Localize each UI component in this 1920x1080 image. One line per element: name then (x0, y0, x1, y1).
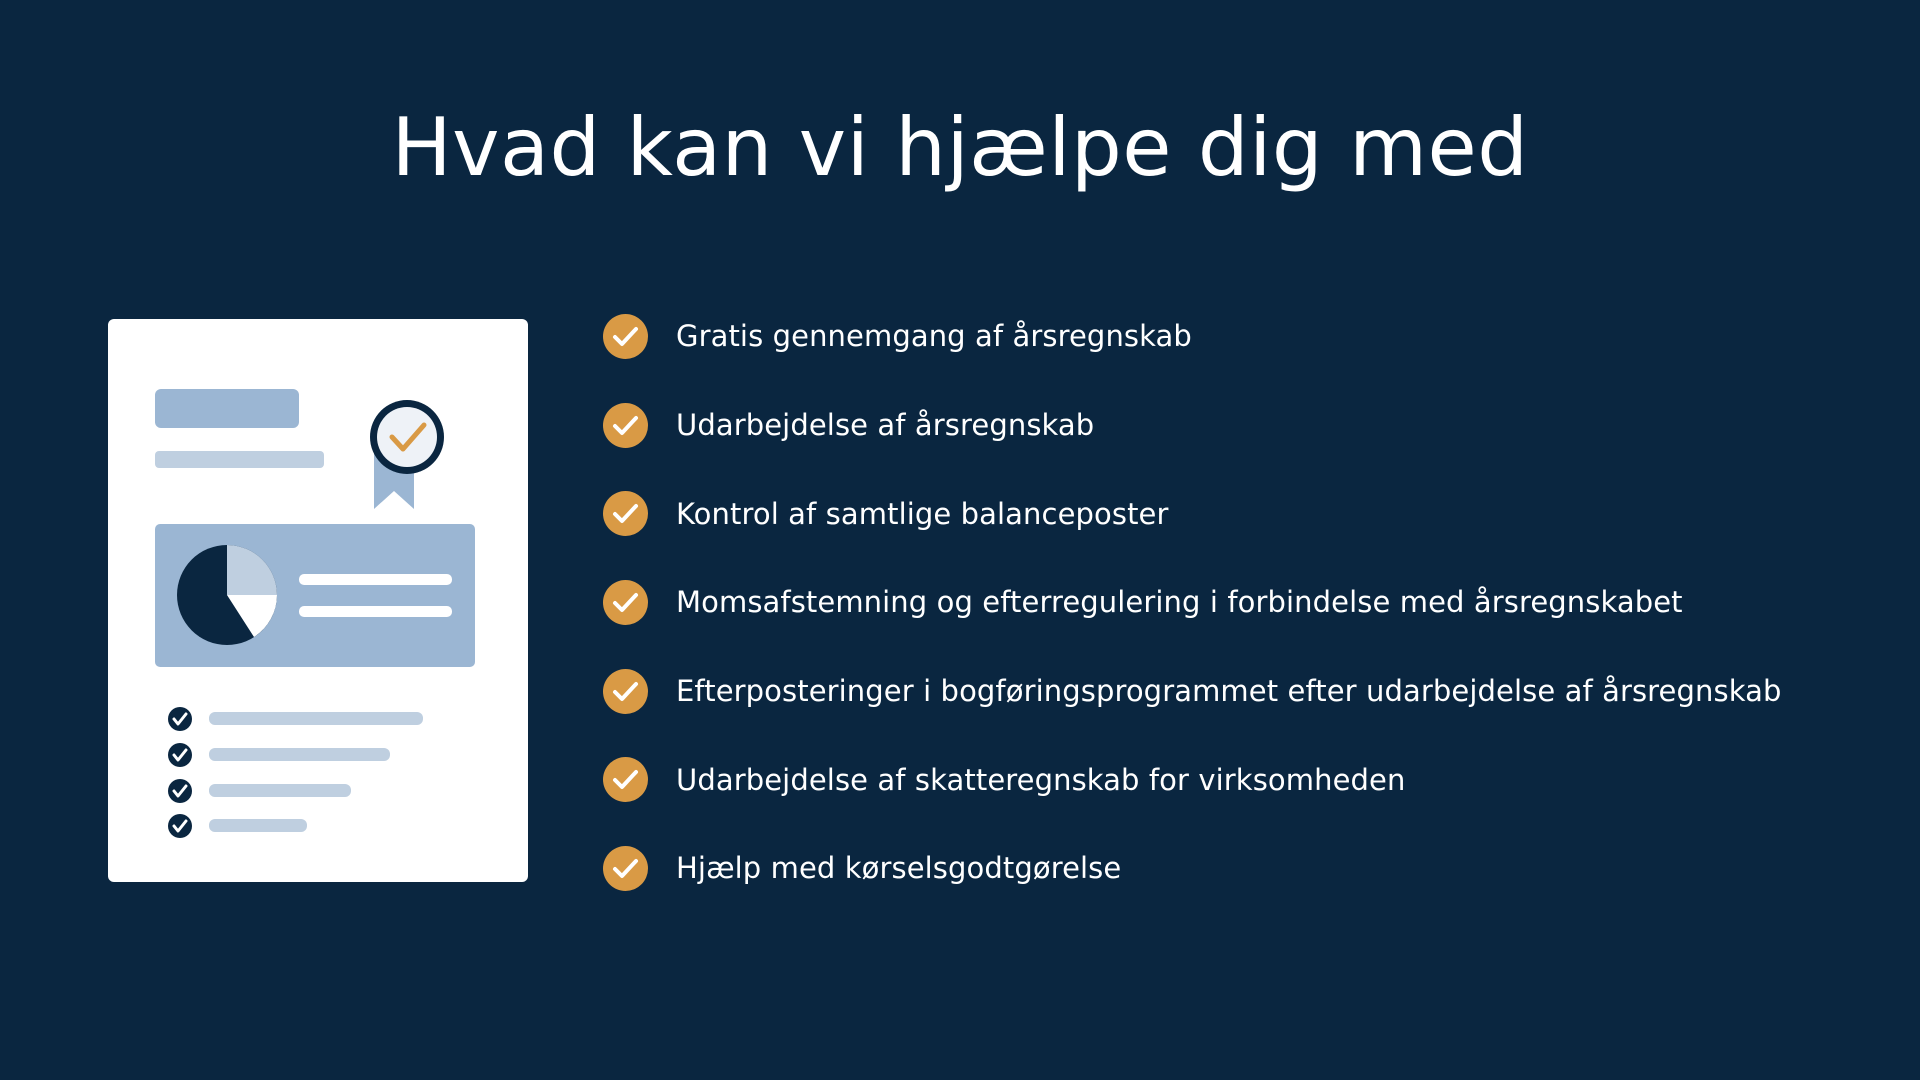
feature-item (603, 292, 1903, 381)
feature-item (603, 735, 1903, 824)
feature-label: Hjælp med kørselsgodtgørelse (676, 851, 1122, 886)
feature-label: Efterposteringer i bogføringsprogrammet efter udarbejdelse af årsregnskab (676, 674, 1782, 709)
chart-legend-line (299, 574, 452, 585)
feature-item (603, 824, 1903, 913)
feature-item (603, 647, 1903, 736)
feature-list (603, 292, 1903, 913)
document-heading-block (155, 389, 299, 428)
check-circle-icon (603, 669, 648, 714)
document-heading-line (155, 451, 324, 468)
check-circle-icon (603, 846, 648, 891)
page-title: Hvad kan vi hjælpe dig med (391, 101, 1529, 194)
feature-item (603, 469, 1903, 558)
feature-label: Kontrol af samtlige balanceposter (676, 496, 1169, 531)
check-circle-icon (603, 403, 648, 448)
feature-item (603, 381, 1903, 470)
document-report-illustration (108, 319, 528, 882)
feature-label: Udarbejdelse af årsregnskab (676, 408, 1095, 443)
check-circle-icon (603, 491, 648, 536)
chart-legend-line (299, 606, 452, 617)
feature-label: Udarbejdelse af skatteregnskab for virksomheden (676, 762, 1406, 797)
pie-chart-icon (177, 545, 277, 645)
check-circle-icon (603, 580, 648, 625)
feature-item (603, 558, 1903, 647)
feature-label: Gratis gennemgang af årsregnskab (676, 319, 1192, 354)
feature-label: Momsafstemning og efterregulering i forbindelse med årsregnskabet (676, 585, 1683, 620)
check-circle-icon (603, 314, 648, 359)
check-circle-icon (603, 757, 648, 802)
